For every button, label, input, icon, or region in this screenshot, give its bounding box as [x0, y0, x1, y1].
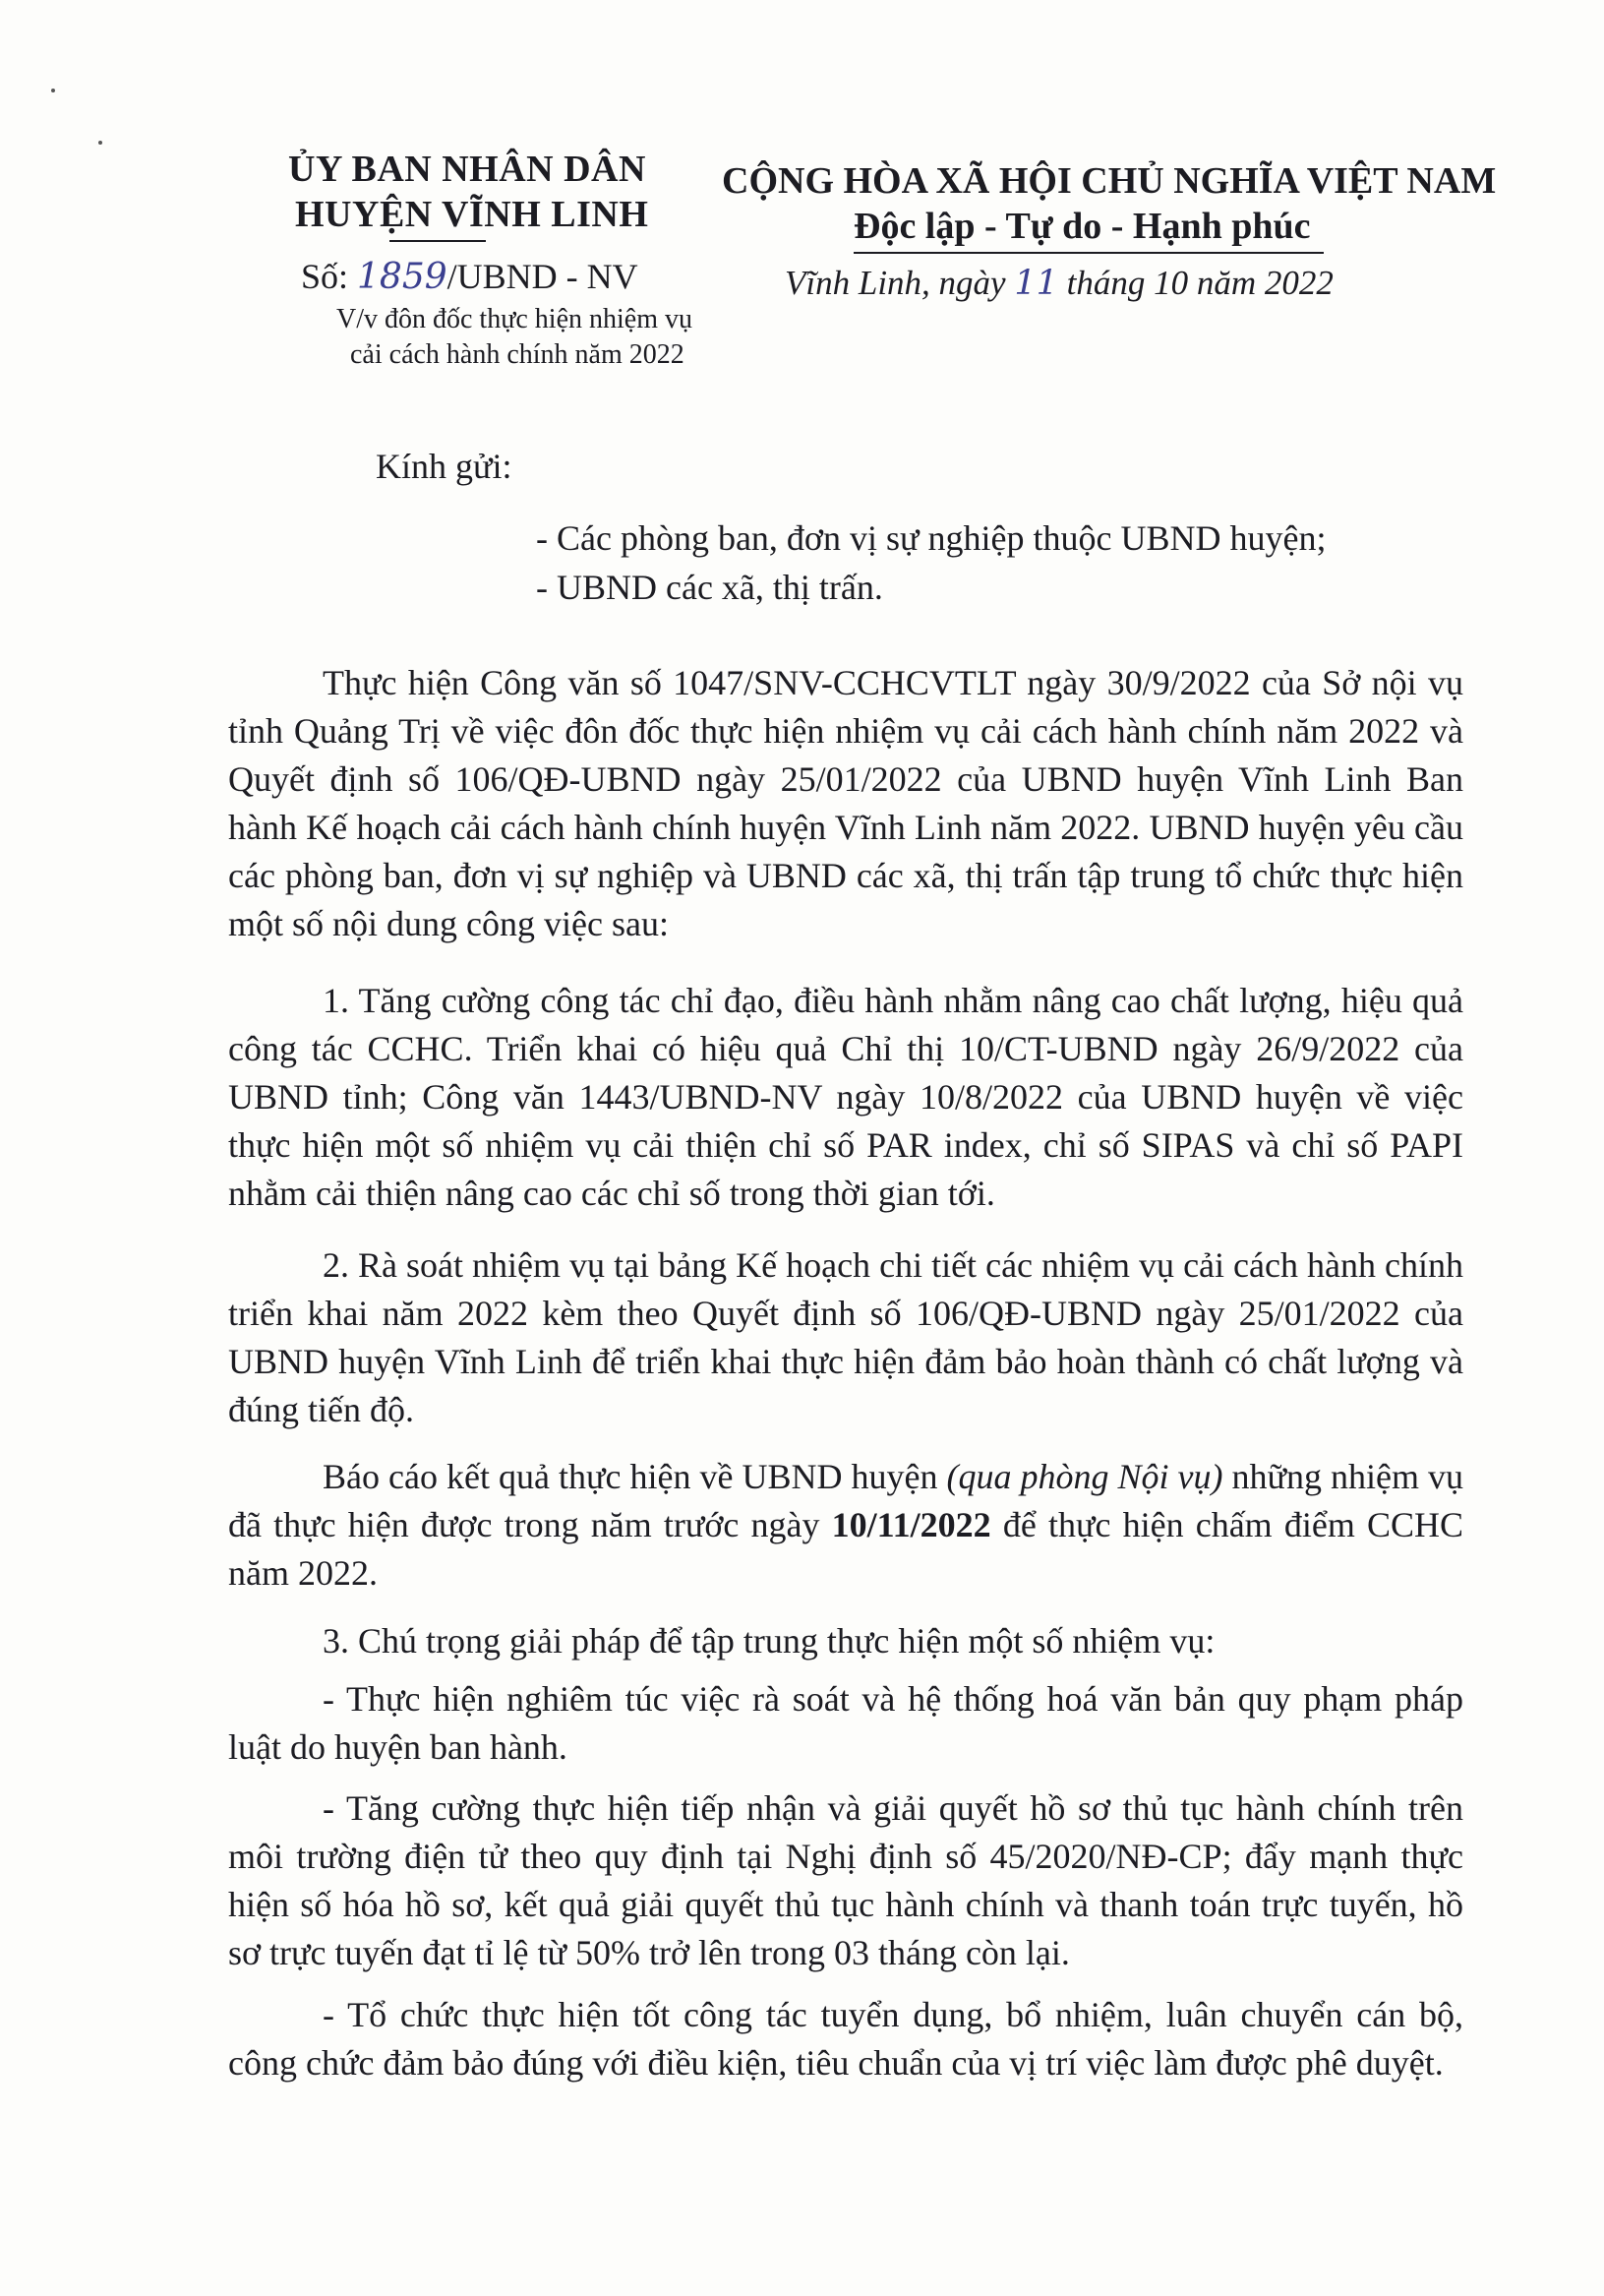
- report-text-b: (qua phòng Nội vụ): [946, 1457, 1223, 1496]
- bullet-1-text: - Thực hiện nghiêm túc việc rà soát và hệ thống hoá văn bản quy phạm pháp luật do huyện ban hành.: [228, 1679, 1463, 1767]
- report-text-e: để thực hiện chấm điểm CCHC năm 2022.: [228, 1505, 1463, 1593]
- date-prefix: Vĩnh Linh, ngày: [785, 264, 1006, 302]
- org-name-line1: ỦY BAN NHÂN DÂN: [288, 149, 646, 190]
- org-name-line2: HUYỆN VĨNH LINH: [295, 194, 649, 235]
- place-date: [785, 264, 1334, 303]
- bullet-1-paragraph: [228, 1675, 1463, 1772]
- intro-paragraph: [228, 659, 1463, 954]
- bullet-2-paragraph: [228, 1784, 1463, 1977]
- scan-speck: [51, 89, 55, 92]
- item-2-text: 2. Rà soát nhiệm vụ tại bảng Kế hoạch chi tiết các nhiệm vụ cải cách hành chính triển khai năm 2022 kèm theo Quyết định số 106/QĐ-UBND ngày 25/01/2022 của UBND huyện Vĩnh Linh để triển khai thực hiện đảm bảo hoàn thành có chất lượng và đúng tiến độ.: [228, 1245, 1463, 1429]
- nation-title: CỘNG HÒA XÃ HỘI CHỦ NGHĨA VIỆT NAM: [722, 160, 1497, 202]
- item-1-text: 1. Tăng cường công tác chỉ đạo, điều hành nhằm nâng cao chất lượng, hiệu quả công tác CCHC. Triển khai có hiệu quả Chỉ thị 10/CT-UBND ngày 26/9/2022 của UBND tỉnh; Công văn 1443/UBND-NV ngày 10/8/2022 của UBND huyện về việc thực hiện một số nhiệm vụ cải thiện chỉ số PAR index, chỉ số SIPAS và chỉ số PAPI nhằm cải thiện nâng cao các chỉ số trong thời gian tới.: [228, 981, 1463, 1213]
- report-deadline: 10/11/2022: [831, 1505, 991, 1544]
- so-suffix: /UBND - NV: [446, 257, 638, 296]
- date-day-handwritten: 11: [1014, 264, 1058, 303]
- report-text-c: những nhiệm vụ đã thực hiện được trong năm trước ngày: [228, 1457, 1464, 1544]
- bullet-3-text: - Tổ chức thực hiện tốt công tác tuyển dụng, bổ nhiệm, luân chuyển cán bộ, công chức đảm bảo đúng với điều kiện, tiêu chuẩn của vị trí việc làm được phê duyệt.: [228, 1995, 1463, 2083]
- intro-text: Thực hiện Công văn số 1047/SNV-CCHCVTLT ngày 30/9/2022 của Sở nội vụ tỉnh Quảng Trị về việc đôn đốc thực hiện nhiệm vụ cải cách hành chính năm 2022 và Quyết định số 106/QĐ-UBND ngày 25/01/2022 của UBND huyện Vĩnh Linh Ban hành Kế hoạch cải cách hành chính huyện Vĩnh Linh năm 2022. UBND huyện yêu cầu các phòng ban, đơn vị sự nghiệp và UBND các xã, thị trấn tập trung tổ chức thực hiện một số nội dung công việc sau:: [228, 663, 1463, 943]
- recipients-label: Kính gửi:: [376, 447, 512, 486]
- bullet-3-paragraph: [228, 1991, 1463, 2087]
- recipient-item: - Các phòng ban, đơn vị sự nghiệp thuộc UBND huyện;: [536, 518, 1327, 558]
- document-number: [301, 256, 638, 297]
- so-label: Số:: [301, 257, 349, 296]
- motto-underline: [854, 252, 1324, 254]
- so-number-handwritten: 1859: [357, 257, 447, 297]
- report-text-a: Báo cáo kết quả thực hiện về UBND huyện: [323, 1457, 938, 1496]
- report-paragraph: [228, 1453, 1463, 1598]
- subject-line1: V/v đôn đốc thực hiện nhiệm vụ: [336, 304, 693, 334]
- scan-speck: [98, 141, 102, 145]
- item-1-paragraph: [228, 977, 1463, 1218]
- item-2-paragraph: [228, 1241, 1463, 1434]
- nation-motto: Độc lập - Tự do - Hạnh phúc: [854, 206, 1311, 247]
- org-underline: [389, 240, 486, 242]
- item-3-text: 3. Chú trọng giải pháp để tập trung thực hiện một số nhiệm vụ:: [323, 1621, 1216, 1661]
- recipient-item: - UBND các xã, thị trấn.: [536, 568, 883, 607]
- item-3-paragraph: [228, 1617, 1463, 1665]
- subject-line2: cải cách hành chính năm 2022: [350, 339, 684, 370]
- bullet-2-text: - Tăng cường thực hiện tiếp nhận và giải quyết hồ sơ thủ tục hành chính trên môi trường điện tử theo quy định tại Nghị định số 45/2020/NĐ-CP; đẩy mạnh thực hiện số hóa hồ sơ, kết quả giải quyết thủ tục hành chính và thanh toán trực tuyến, hồ sơ trực tuyến đạt tỉ lệ từ 50% trở lên trong 03 tháng còn lại.: [228, 1788, 1463, 1972]
- date-rest: tháng 10 năm 2022: [1066, 264, 1334, 302]
